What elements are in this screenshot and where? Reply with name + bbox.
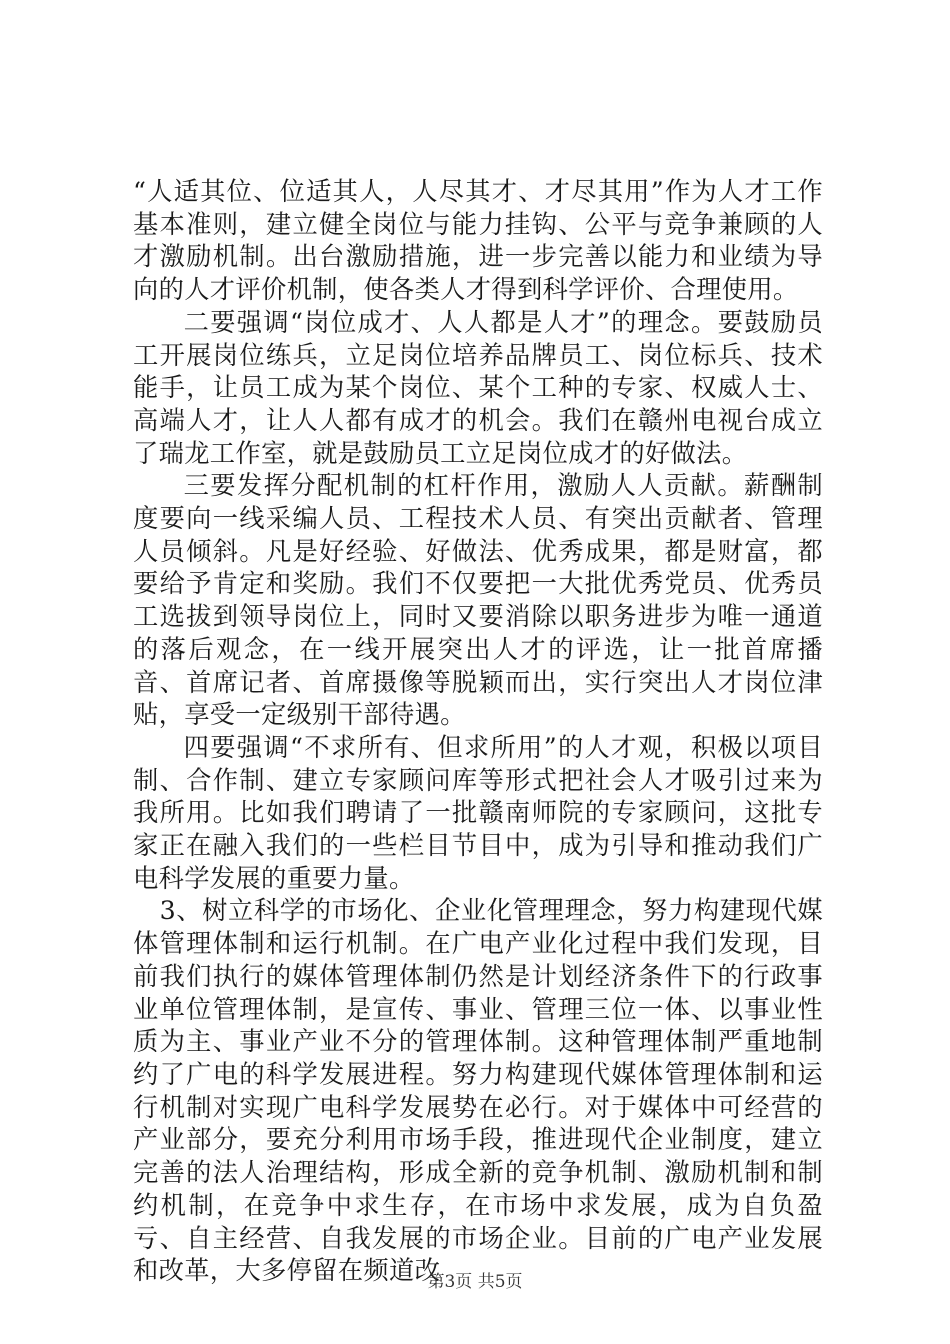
paragraph-continued: “人适其位、位适其人，人尽其才、才尽其用”作为人才工作基本准则，建立健全岗位与能力挂钩、公平与竞争兼顾的人才激励机制。出台激励措施，进一步完善以能力和业绩为导向的人才评价机制，使各类人才得到科学评价、合理使用。: [133, 177, 823, 305]
page-footer: 第3页 共5页: [427, 1272, 523, 1292]
paragraph-point-three: 三要发挥分配机制的杠杆作用，激励人人贡献。薪酬制度要向一线采编人员、工程技术人员、有突出贡献者、管理人员倾斜。凡是好经验、好做法、优秀成果，都是财富，都要给予肯定和奖励。我们不仅要把一大批优秀党员、优秀员工选拔到领导岗位上，同时又要消除以职务进步为唯一通道的落后观念，在一线开展突出人才的评选，让一批首席播音、首席记者、首席摄像等脱颖而出，实行突出人才岗位津贴，享受一定级别干部待遇。: [133, 471, 823, 730]
body-text: [133, 176, 823, 1288]
paragraph-section-three: 3、树立科学的市场化、企业化管理理念，努力构建现代媒体管理体制和运行机制。在广电产业化过程中我们发现，目前我们执行的媒体管理体制仍然是计划经济条件下的行政事业单位管理体制，是宣传、事业、管理三位一体、以事业性质为主、事业产业不分的管理体制。这种管理体制严重地制约了广电的科学发展进程。努力构建现代媒体管理体制和运行机制对实现广电科学发展势在必行。对于媒体中可经营的产业部分，要充分利用市场手段，推进现代企业制度，建立完善的法人治理结构，形成全新的竞争机制、激励机制和制约机制，在竞争中求生存，在市场中求发展，成为自负盈亏、自主经营、自我发展的市场企业。目前的广电产业发展和改革，大多停留在频道改: [133, 896, 823, 1286]
paragraph-point-two: 二要强调“岗位成才、人人都是人才”的理念。要鼓励员工开展岗位练兵，立足岗位培养品牌员工、岗位标兵、技术能手，让员工成为某个岗位、某个工种的专家、权威人士、高端人才，让人人都有成才的机会。我们在赣州电视台成立了瑞龙工作室，就是鼓励员工立足岗位成才的好做法。: [133, 307, 823, 468]
paragraph-point-four: 四要强调“不求所有、但求所用”的人才观，积极以项目制、合作制、建立专家顾问库等形式把社会人才吸引过来为我所用。比如我们聘请了一批赣南师院的专家顾问，这批专家正在融入我们的一些栏目节目中，成为引导和推动我们广电科学发展的重要力量。: [133, 732, 823, 893]
